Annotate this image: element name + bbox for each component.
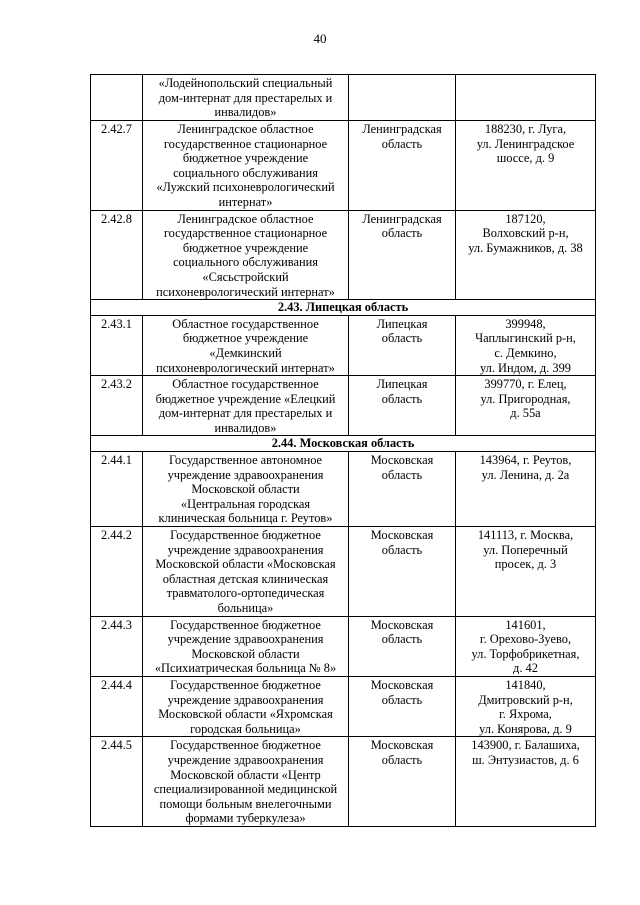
institution-name: Областное государственное бюджетное учреждение «Елецкий дом-интернат для престарелых и инвалидов» [143,376,349,436]
table-row [91,376,596,436]
region: Ленинградская область [349,121,456,211]
address: 187120, Волховский р-н, ул. Бумажников, д. 38 [456,210,596,300]
address: 141601, г. Орехово-Зуево, ул. Торфобрикетная, д. 42 [456,616,596,676]
address: 399770, г. Елец, ул. Пригородная, д. 55а [456,376,596,436]
address [456,75,596,121]
region: Липецкая область [349,376,456,436]
region: Московская область [349,616,456,676]
row-number: 2.43.1 [91,315,143,375]
row-number: 2.44.4 [91,676,143,736]
row-number [91,75,143,121]
section-header-row [91,436,596,452]
region: Липецкая область [349,315,456,375]
table-row [91,616,596,676]
address: 143900, г. Балашиха, ш. Энтузиастов, д. 6 [456,737,596,827]
table-row [91,737,596,827]
region: Московская область [349,452,456,527]
institutions-table [90,74,596,827]
page-number: 40 [313,31,327,46]
section-title: 2.44. Московская область [91,436,596,452]
section-header-row [91,300,596,316]
address: 141840, Дмитровский р-н, г. Яхрома, ул. Конярова, д. 9 [456,676,596,736]
region [349,75,456,121]
table-row [91,527,596,617]
address: 143964, г. Реутов, ул. Ленина, д. 2а [456,452,596,527]
institution-name: «Лодейнопольский специальный дом-интернат для престарелых и инвалидов» [143,75,349,121]
institution-name: Ленинградское областное государственное стационарное бюджетное учреждение социального обслуживания «Лужский психоневрологический интернат» [143,121,349,211]
institution-name: Государственное бюджетное учреждение здравоохранения Московской области «Психиатрическая больница № 8» [143,616,349,676]
institution-name: Государственное бюджетное учреждение здравоохранения Московской области «Центр специализированной медицинской помощи больным внелегочными формами туберкулеза» [143,737,349,827]
region: Московская область [349,676,456,736]
row-number: 2.44.2 [91,527,143,617]
table-row [91,315,596,375]
region: Ленинградская область [349,210,456,300]
institution-name: Областное государственное бюджетное учреждение «Демкинский психоневрологический интернат» [143,315,349,375]
table-row [91,676,596,736]
address: 188230, г. Луга, ул. Ленинградское шоссе, д. 9 [456,121,596,211]
institution-name: Государственное бюджетное учреждение здравоохранения Московской области «Яхромская городская больница» [143,676,349,736]
row-number: 2.44.1 [91,452,143,527]
region: Московская область [349,737,456,827]
table-row [91,75,596,121]
institution-name: Государственное бюджетное учреждение здравоохранения Московской области «Московская областная детская клиническая травматолого-ортопедическая больница» [143,527,349,617]
row-number: 2.44.5 [91,737,143,827]
table-row [91,210,596,300]
institution-name: Ленинградское областное государственное стационарное бюджетное учреждение социального обслуживания «Сясьстройский психоневрологический интернат» [143,210,349,300]
section-title: 2.43. Липецкая область [91,300,596,316]
row-number: 2.44.3 [91,616,143,676]
table-row [91,452,596,527]
row-number: 2.43.2 [91,376,143,436]
table-row [91,121,596,211]
row-number: 2.42.7 [91,121,143,211]
institution-name: Государственное автономное учреждение здравоохранения Московской области «Центральная городская клиническая больница г. Реутов» [143,452,349,527]
address: 399948, Чаплыгинский р-н, с. Демкино, ул. Индом, д. 399 [456,315,596,375]
region: Московская область [349,527,456,617]
address: 141113, г. Москва, ул. Поперечный просек, д. 3 [456,527,596,617]
row-number: 2.42.8 [91,210,143,300]
